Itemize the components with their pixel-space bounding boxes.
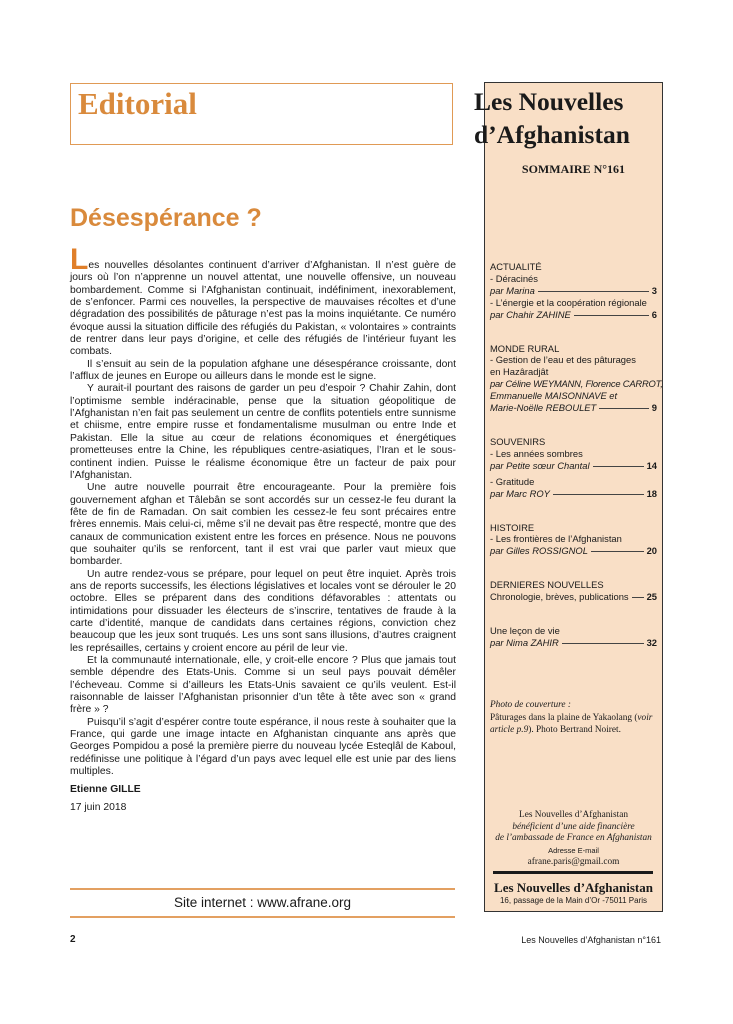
drop-cap: L	[70, 243, 89, 276]
publisher-name: Les Nouvelles d’Afghanistan	[494, 880, 653, 895]
toc-title: - Déracinés	[490, 272, 538, 284]
toc-page: 6	[651, 308, 657, 320]
photo-label: Photo de couverture :	[490, 700, 571, 710]
email-link[interactable]: afrane.paris@gmail.com	[527, 856, 620, 867]
divider	[70, 916, 455, 918]
toc-page: 20	[646, 545, 657, 557]
toc-title: - L’énergie et la coopération régionale	[490, 296, 647, 308]
toc-page: 32	[646, 636, 657, 648]
toc-section	[490, 261, 657, 321]
toc-heading: SOUVENIRS	[490, 435, 546, 447]
sommaire-title: SOMMAIRE N°161	[521, 162, 626, 176]
leader-line	[593, 466, 644, 467]
paragraph: Un autre rendez-vous se prépare, pour lequel on peut être inquiet. Après trois ans de reports successifs, les élections législatives et locales vont se dérouler le 20 octobre. Elles se préparent dans des conditions défavorables : attentats ou intimidations pour dissuader les électeurs de s’inscrire, tentatives de fraude à la carte d’identité, manque de candidats dans certaines régions, conviction chez beaucoup que les jeux sont truqués. Les uns sont sans illusions, d’autres craignent les représailles, certains y croient encore au péril de leur vie.	[70, 568, 456, 654]
paragraph: Une autre nouvelle pourrait être encourageante. Pour la première fois gouvernement afghan et Tâlebân se sont accordés sur un cessez-le feu durant la fête de fin de Ramadan. On sait combien les cessez-le feu sont précaires entre frères ennemis. Mais celui-ci, même s’il ne devait pas être respecté, montre que des canaux de communication existent entre les forces en présence. Nous ne pouvons que souhaiter qu’ils se renforcent, tant il est vrai que parler vaut mieux que bombarder.	[70, 482, 456, 568]
toc-page: 9	[651, 402, 657, 414]
leader-line	[591, 551, 644, 552]
photo-credit: ). Photo Bertrand Noiret.	[528, 725, 621, 735]
masthead: Les Nouvelles	[474, 87, 624, 116]
divider	[70, 888, 455, 890]
toc-page: 18	[646, 487, 657, 499]
email-label: Adresse E-mail	[548, 845, 599, 855]
headline: Désespérance ?	[70, 204, 262, 232]
divider	[493, 871, 653, 874]
toc-author: par Céline WEYMANN, Florence CARROT,	[490, 378, 663, 390]
toc-author: Marie-Noëlle REBOULET	[490, 402, 597, 414]
toc-entry[interactable]	[490, 488, 657, 500]
leader-line	[538, 291, 649, 292]
aid-line: de l’ambassade de France en Afghanistan	[495, 833, 652, 843]
aid-line: bénéficient d’une aide financière	[512, 821, 635, 832]
date: 17 juin 2018	[70, 801, 127, 813]
toc-entry[interactable]	[490, 285, 657, 297]
leader-line	[574, 315, 649, 316]
toc-title: - Gestion de l’eau et des pâturages	[490, 354, 636, 366]
toc-author: par Nima ZAHIR	[490, 636, 559, 648]
toc-heading: Une leçon de vie	[490, 625, 560, 637]
section-label: Editorial	[78, 86, 197, 121]
toc-entry[interactable]	[490, 460, 657, 472]
toc-section	[490, 522, 657, 558]
running-title: Les Nouvelles d’Afghanistan n°161	[521, 935, 661, 945]
author: Etienne GILLE	[70, 784, 141, 796]
toc-title: en Hazâradjât	[490, 366, 549, 378]
toc-entry[interactable]	[490, 309, 657, 321]
masthead: d’Afghanistan	[474, 120, 630, 149]
cover-photo-credit	[490, 699, 660, 737]
photo-ref: voir article p.9	[490, 712, 653, 735]
toc-section	[490, 342, 663, 414]
toc-page: 3	[651, 284, 657, 296]
photo-caption: Pâturages dans la plaine de Yakaolang (	[490, 712, 638, 723]
paragraph	[70, 243, 456, 359]
toc-title: - Gratitude	[490, 475, 535, 487]
website-link[interactable]: Site internet : www.afrane.org	[173, 895, 352, 910]
toc-author: par Petite sœur Chantal	[490, 459, 590, 471]
toc-author: Emmanuelle MAISONNAVE et	[490, 390, 618, 402]
toc-heading: HISTOIRE	[490, 521, 535, 533]
toc-heading: DERNIERES NOUVELLES	[490, 579, 604, 591]
paragraph: Puisqu’il s’agit d’espérer contre toute espérance, il nous reste à souhaiter que la France, qui garde une image intacte en Afghanistan cinquante ans après que Georges Pompidou a posé la première pierre du nouveau lycée Esteqlâl de Kaboul, redéfinisse une politique à l’égard d’un pays avec lequel elle est unie par des liens multiples.	[70, 716, 456, 778]
toc-section	[490, 625, 657, 649]
page-number: 2	[70, 934, 76, 945]
toc-title: - Les frontières de l’Afghanistan	[490, 533, 622, 545]
toc-entry[interactable]	[490, 402, 657, 414]
toc-heading: ACTUALITÉ	[490, 261, 542, 272]
leader-line	[562, 643, 644, 644]
paragraph-text: es nouvelles désolantes continuent d’arriver d’Afghanistan. Il n’est guère de jours où l’on n’apprenne un nouvel attentat, une nouvelle offensive, un nouveau bombardement. Comme si l’Afghanistan continuait, indéfiniment, inexorablement, de s’enfoncer. Parmi ces nouvelles, la perspective de mauvaises récoltes et d’une dégradation des possibilités de pâturage n’est pas la moins inquiétante. Ce numéro évoque aussi la situation difficile des réfugiés du Pakistan, « volontaires » contraints de rentrer dans leur pays d’origine, et celle des réfugiés de l’intérieur fuyant les combats.	[70, 260, 456, 358]
leader-line	[632, 597, 644, 598]
toc-entry[interactable]	[490, 545, 657, 557]
leader-line	[599, 408, 649, 409]
paragraph: Et la communauté internationale, elle, y croit-elle encore ? Plus que jamais tout semble dépendre des Etats-Unis. Comme si un seul pays pouvait démêler l’écheveau. Comme si d’ailleurs les Etats-Unis savaient ce qu’ils veulent. Est-il raisonnable de laisser l’Afghanistan prisonnier d’un tête à tête avec son « grand frère » ?	[70, 655, 456, 716]
toc-entry[interactable]	[490, 637, 657, 649]
leader-line	[553, 494, 644, 495]
toc-section	[490, 579, 657, 603]
toc-title: - Les années sombres	[490, 447, 583, 459]
toc-author: par Marc ROY	[490, 487, 550, 499]
toc-entry[interactable]	[490, 591, 657, 603]
toc-author: par Gilles ROSSIGNOL	[490, 545, 588, 557]
paragraph: Il s’ensuit au sein de la population afghane une désespérance croissante, dont l’afflux de jeunes en Europe ou ailleurs dans le monde est le signe.	[70, 358, 456, 383]
toc-author: par Marina	[490, 284, 535, 296]
toc-page: 25	[646, 591, 657, 603]
toc-page: 14	[646, 459, 657, 471]
paragraph: Y aurait-il pourtant des raisons de garder un peu d’espoir ? Chahir Zahin, dont l’optimisme semble indéracinable, pense que la situation géopolitique de l’Afghanistan n’en fait pas seulement un centre de conflits potentiels entre sunnisme et chiisme, entre empire russe et fondamentalisme musulman ou entre Inde et Pakistan. Elle la situe au cœur de relations économiques et énergétiques prometteuses entre la Chine, les républiques centre-asiatiques, l’Iran et le sous-continent indien. Puisse le réalisme économique être un facteur de paix pour l’Afghanistan.	[70, 383, 456, 481]
article-body	[70, 243, 456, 814]
aid-line: Les Nouvelles d’Afghanistan	[519, 810, 628, 820]
toc-heading: MONDE RURAL	[490, 342, 560, 354]
publisher-address: 16, passage de la Main d’Or -75011 Paris	[499, 896, 648, 905]
toc-title: Chronologie, brèves, publications	[490, 591, 629, 603]
toc-section	[490, 436, 657, 500]
table-of-contents	[490, 261, 663, 671]
toc-author: par Chahir ZAHINE	[490, 308, 571, 320]
funding-note	[484, 810, 663, 868]
